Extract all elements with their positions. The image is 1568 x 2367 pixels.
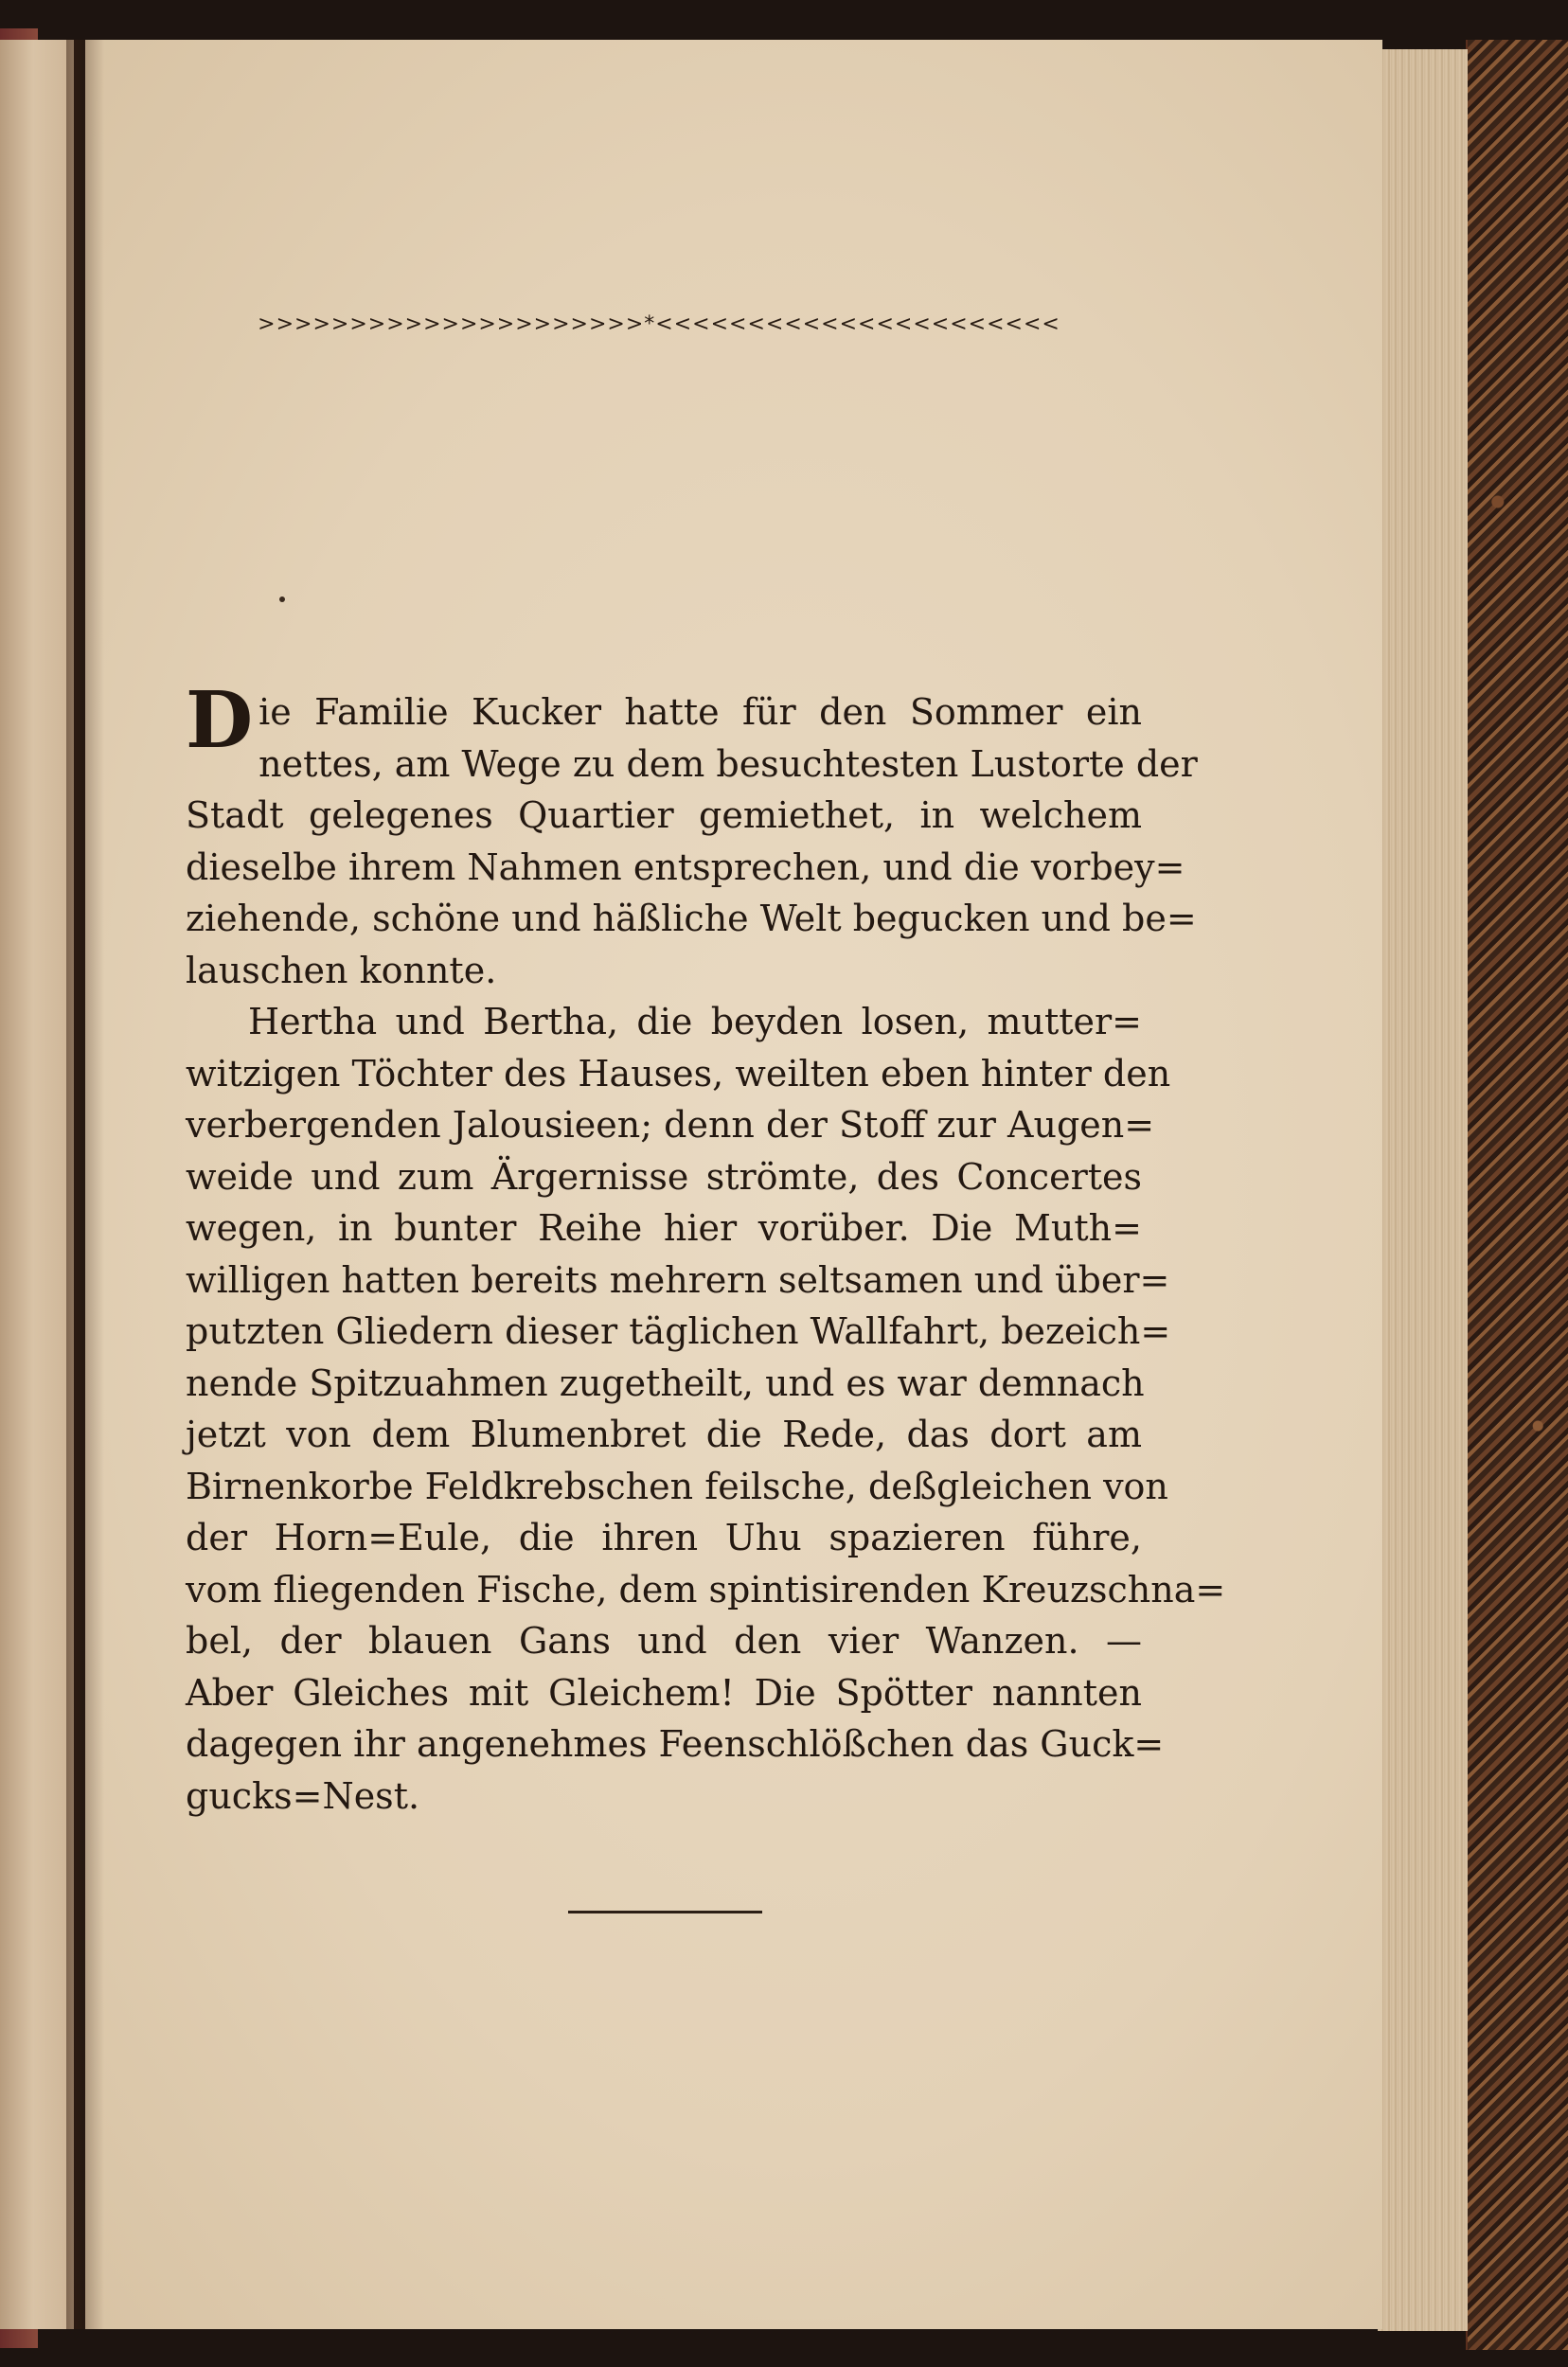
text-line: Birnenkorbe Feldkrebschen feilsche, deßgleichen von bbox=[186, 1465, 1168, 1507]
text-line: lauschen konnte. bbox=[186, 949, 497, 991]
text-line: Stadt gelegenes Quartier gemiethet, in welchem bbox=[186, 794, 1142, 836]
text-line: dagegen ihr angenehmes Feenschlößchen das Guck= bbox=[186, 1723, 1165, 1765]
closing-rule bbox=[568, 1911, 762, 1913]
marbled-cover bbox=[1468, 40, 1568, 2350]
drop-cap: D bbox=[186, 675, 254, 766]
text-line: gucks=Nest. bbox=[186, 1774, 420, 1817]
text-line: Hertha und Bertha, die beyden losen, mutter= bbox=[248, 1001, 1142, 1042]
text-line: jetzt von dem Blumenbret die Rede, das dort am bbox=[186, 1414, 1142, 1455]
paragraph-2 bbox=[186, 996, 1226, 1822]
text-line: weide und zum Ärgernisse strömte, des Concertes bbox=[186, 1155, 1142, 1198]
text-line: der Horn=Eule, die ihren Uhu spazieren führe, bbox=[186, 1517, 1142, 1558]
page-text bbox=[186, 675, 1226, 1822]
text-line: witzigen Töchter des Hauses, weilten eben hinter den bbox=[186, 1052, 1171, 1095]
text-line: Aber Gleiches mit Gleichem! Die Spötter nannten bbox=[186, 1671, 1142, 1714]
page-stack-edges bbox=[1378, 49, 1468, 2331]
text-line: bel, der blauen Gans und den vier Wanzen. — bbox=[186, 1620, 1142, 1662]
paragraph-1 bbox=[186, 675, 1198, 996]
text-line: wegen, in bunter Reihe hier vorüber. Die Muth= bbox=[186, 1207, 1142, 1249]
gutter-shadow bbox=[66, 40, 104, 2329]
text-line: putzten Gliedern dieser täglichen Wallfahrt, bezeich= bbox=[186, 1310, 1171, 1352]
text-line: ie Familie Kucker hatte für den Sommer ein bbox=[258, 691, 1142, 733]
text-line: nende Spitzuahmen zugetheilt, und es war demnach bbox=[186, 1361, 1145, 1404]
previous-page-edge bbox=[0, 40, 74, 2329]
text-line: ziehende, schöne und häßliche Welt begucken und be= bbox=[186, 898, 1197, 939]
ornament-divider: >>>>>>>>>>>>>>>>>>>>>*<<<<<<<<<<<<<<<<<<<<<< bbox=[258, 312, 1060, 336]
text-line: vom fliegenden Fische, dem spintisirenden Kreuzschna= bbox=[186, 1568, 1226, 1611]
text-line: willigen hatten bereits mehrern seltsamen und über= bbox=[186, 1258, 1170, 1301]
text-line: dieselbe ihrem Nahmen entsprechen, und die vorbey= bbox=[186, 845, 1185, 888]
ink-dot bbox=[279, 596, 285, 602]
text-line: verbergenden Jalousieen; denn der Stoff zur Augen= bbox=[186, 1104, 1155, 1146]
text-line: nettes, am Wege zu dem besuchtesten Lustorte der bbox=[258, 742, 1198, 785]
